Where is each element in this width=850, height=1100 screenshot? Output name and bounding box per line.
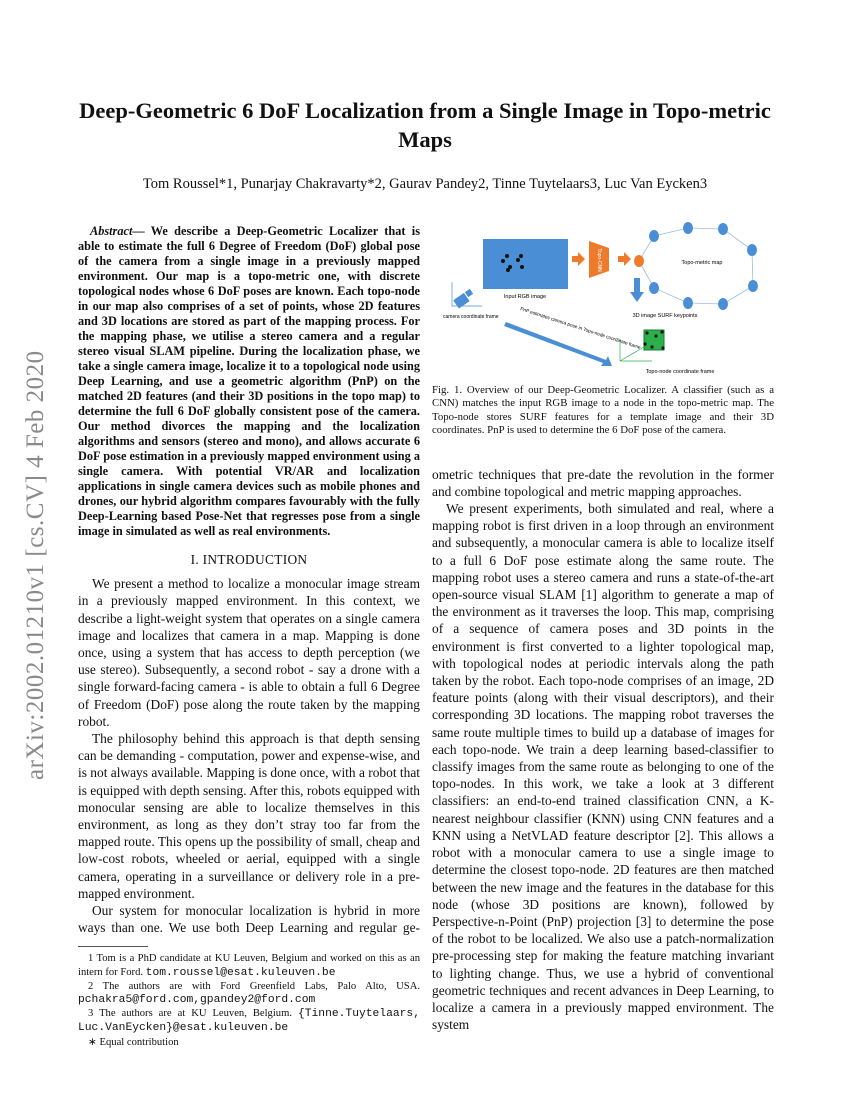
arrow-icon bbox=[572, 252, 585, 266]
paragraph: The philosophy behind this approach is that depth sensing can be demanding - computation, power and expense-wise, and is not always available. Mapping is done once, with a robot that is equipped with depth sensing. After this, robots equipped with monocular sensing are able to localize themselves in this environment, as long as they don’t stray too far from the mapped route. This opens up the possibility of small, cheap and low-cost robots, wheeled or aerial, equipped with a single camera, operating in a surveillance or delivery role in a pre-mapped environment. bbox=[78, 731, 420, 901]
abstract bbox=[78, 224, 420, 539]
footnote-area bbox=[78, 936, 420, 1048]
arxiv-stamp: arXiv:2002.01210v1 [cs.CV] 4 Feb 2020 bbox=[22, 350, 49, 780]
down-arrow-icon bbox=[630, 278, 644, 302]
topo-node-frame-label: Topo-node coordinate frame bbox=[645, 369, 715, 375]
footnote-1: 1 Tom is a PhD candidate at KU Leuven, Belgium and worked on this as an intern for Ford. tom.roussel@esat.kuleuven.be bbox=[78, 953, 420, 979]
footnote-equal: ∗ Equal contribution bbox=[88, 1036, 179, 1048]
footnote-rule bbox=[78, 946, 148, 947]
camera-frame-label: camera coordinate frame bbox=[443, 314, 499, 320]
input-image-rect bbox=[483, 239, 568, 289]
paragraph: ometric techniques that pre-date the revolution in the former and combine topological and metric mapping approaches. bbox=[432, 466, 774, 499]
map-nodes bbox=[649, 222, 758, 310]
paper-title: Deep-Geometric 6 DoF Localization from a Single Image in Topo-metric Maps bbox=[79, 98, 771, 152]
figure-caption: Fig. 1. Overview of our Deep-Geometric Localizer. A classifier (such as a CNN) matches the input RGB image to a node in the topo-metric map. The Topo-node stores SURF features for a template image and their 3D coordinates. PnP is used to determine the 6 DoF pose of the camera. bbox=[432, 384, 774, 437]
footnotes bbox=[78, 952, 420, 1048]
input-label: Input RGB image bbox=[503, 294, 547, 300]
email-link[interactable]: pchakra5@ford.com,gpandey2@ford.com bbox=[78, 994, 316, 1007]
footnote-3: 3 The authors are at KU Leuven, Belgium. {Tinne.Tuytelaars, Luc.VanEycken}@esat.kuleuven.be bbox=[78, 1008, 420, 1035]
arrow-icon bbox=[618, 252, 631, 266]
camera-icon bbox=[452, 282, 482, 309]
map-label: Topo-metric map bbox=[681, 260, 723, 266]
abstract-text: — We describe a Deep-Geometric Localizer that is able to estimate the full 6 Degree of Freedom (DoF) global pose of the camera from a single image in a previously mapped environment. Our map is a topo-metric one, with discrete topological nodes whose 6 DoF poses are known. Each topo-node in our map also comprises of a set of points, whose 2D features and 3D locations are stored as part of the mapping process. For the mapping phase, we utilise a stereo camera and a regular stereo visual SLAM pipeline. During the localization phase, we take a single camera image, localize it to a topological node using Deep Learning, and use a geometric algorithm (PnP) on the matched 2D features (and their 3D positions in the topo map) to determine the full 6 DoF globally consistent pose of the camera. Our method divorces the mapping and the localization algorithms and sensors (stereo and mono), and allows accurate 6 DoF pose estimation in a previously mapped environment using a single camera. With potential VR/AR and localization applications in single camera devices such as mobile phones and drones, our hybrid algorithm compares favourably with the fully Deep-Learning based Pose-Net that regresses pose from a single image in simulated as well as real environments. bbox=[78, 224, 420, 538]
pnp-arrow-icon bbox=[504, 322, 612, 366]
paragraph: We present a method to localize a monocular image stream in a previously mapped environment. In this context, we describe a light-weight system that operates on a single camera image and localizes that camera in a map. Mapping is done once, using a system that has access to depth perception (we use stereo). Subsequently, a second robot - say a drone with a single forward-facing camera - is able to obtain a full 6 Degree of Freedom (DoF) pose along the route taken by the mapping robot. bbox=[78, 576, 420, 729]
figure-overview bbox=[440, 216, 780, 376]
abstract-label: Abstract bbox=[90, 224, 133, 238]
author-list: Tom Roussel*1, Punarjay Chakravarty*2, Gaurav Pandey2, Tinne Tuytelaars3, Luc Van Eycken3 bbox=[142, 176, 708, 192]
section-heading: I. INTRODUCTION bbox=[190, 552, 308, 567]
email-link[interactable]: tom.roussel@esat.kuleuven.be bbox=[145, 966, 336, 979]
email-link[interactable]: {Tinne.Tuytelaars, Luc.VanEycken}@esat.kuleuven.be bbox=[78, 1008, 420, 1035]
left-column bbox=[78, 224, 420, 1049]
active-node bbox=[634, 255, 644, 267]
paragraph: Our system for monocular localization is hybrid in more ways than one. We use both Deep Learning and regular ge- bbox=[78, 903, 420, 936]
right-column bbox=[432, 216, 774, 1033]
footnote-2: 2 The authors are with Ford Greenfield Labs, Palo Alto, USA. pchakra5@ford.com,gpandey2@ford.com bbox=[78, 980, 420, 1007]
keypoints-label: 3D image SURF keypoints bbox=[632, 313, 698, 319]
cnn-label: Topo-CNN bbox=[596, 248, 602, 272]
paragraph: We present experiments, both simulated and real, where a mapping robot is first driven in a loop through an environment and subsequently, a monocular camera is able to localize itself to a full 6 DoF pose estimate along the same route. The mapping robot uses a stereo camera and runs a state-of-the-art open-source visual SLAM [1] algorithm to generate a map of the environment as it traverses the loop. This map, comprising of a sequence of camera poses and 3D points in the environment is first converted to a lighter topological map, with topological nodes at periodic intervals along the path taken by the robot. Each topo-node comprises of an image, 2D feature points (along with their visual descriptors), and their corresponding 3D locations. The mapping robot traverses the same route multiple times to build up a database of images for each topo-node. We train a deep learning based-classifier to classify images from the same route as belonging to one of the topo-nodes. In this work, we take a look at 3 different classifiers: an end-to-end trained classification CNN, a K-nearest neighbour classifier (KNN) using CNN features and a KNN using a NetVLAD feature descriptor [2]. This allows a robot with a monocular camera to use a single image to determine the closest topo-node. 2D features are then matched between the new image and the features in the database for this node (whose 3D positions are known), followed by Perspective-n-Point (PnP) projection [3] to determine the pose of the robot to be localized. We also use a patch-normalization pre-processing step for making the feature matching invariant to lighting change. Thus, we use a hybrid of conventional geometric techniques and recent advances in Deep Learning, to localize a camera in a previously mapped environment. The system bbox=[432, 501, 774, 1033]
pnp-label: PnP estimates camera pose in Topo-node coordinate frame bbox=[519, 307, 641, 351]
